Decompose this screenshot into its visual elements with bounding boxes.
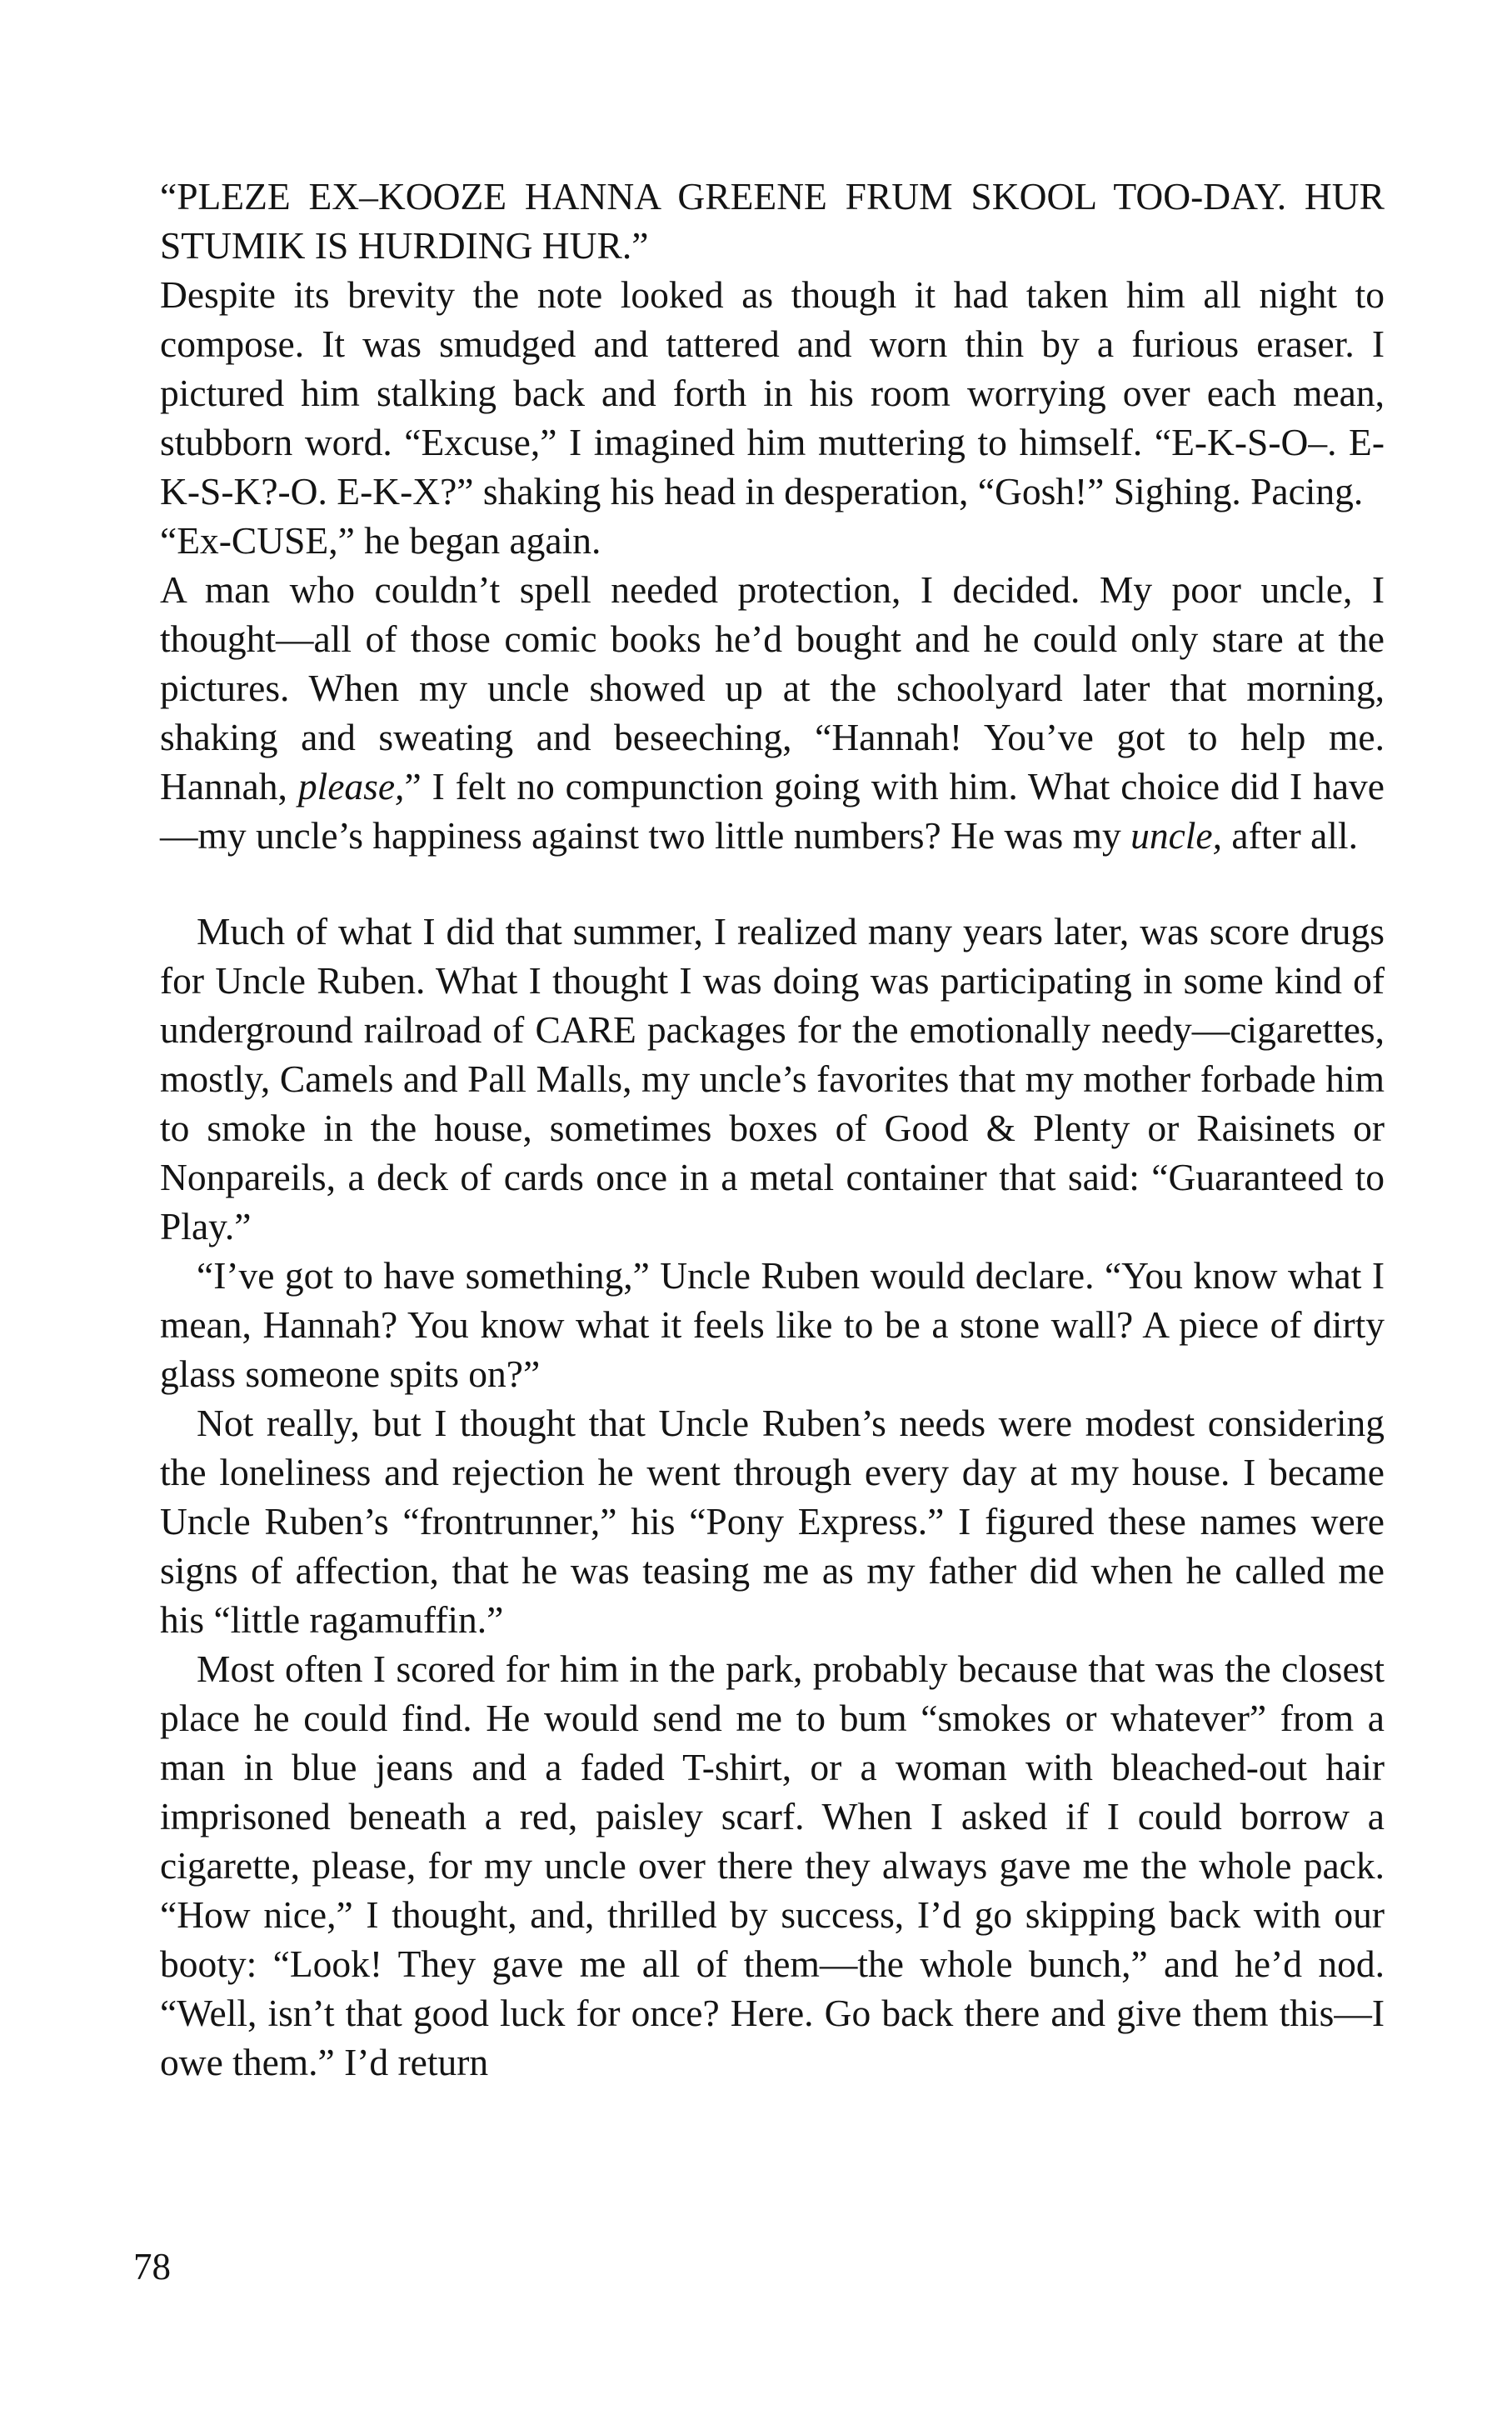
paragraph-got-to-have: “I’ve got to have something,” Uncle Ruben would declare. “You know what I mean, Hannah? You know what it feels like to be a stone wall? A piece of dirty glass someone spits on?”: [160, 1254, 1385, 1395]
page-number: 78: [133, 2246, 171, 2288]
text-run: ” I felt no compunction going with him. What choice did I have—my uncle’s happiness against two little numbers? He was my: [160, 765, 1385, 857]
paragraph-not-really: Not really, but I thought that Uncle Ruben’s needs were modest considering the loneliness and rejection he went through every day at my house. I became Uncle Ruben’s “frontrunner,” his “Pony Express.” I figured these names were signs of affection, that he was teasing me as my father did when he called me his “little ragamuffin.”: [160, 1402, 1385, 1641]
emphasis-please: please,: [297, 765, 405, 808]
paragraph-note: “PLEZE EX–KOOZE HANNA GREENE FRUM SKOOL TOO-DAY. HUR STUMIK IS HURDING HUR.”: [160, 175, 1385, 267]
paragraph-despite: Despite its brevity the note looked as though it had taken him all night to compose. It was smudged and tattered and worn thin by a furious eraser. I pictured him stalking back and forth in his room worrying over each mean, stubborn word. “Excuse,” I imagined him muttering to himself. “E-K-S-O–. E-K-S-K?-O. E-K-X?” shaking his head in desperation, “Gosh!” Sighing. Pacing.: [160, 273, 1385, 512]
paragraph-much-of-what: Much of what I did that summer, I realized many years later, was score drugs for Uncle Ruben. What I thought I was doing was participating in some kind of underground railroad of CARE packages for the emotionally needy—cigarettes, mostly, Camels and Pall Malls, my uncle’s favorites that my mother forbade him to smoke in the house, sometimes boxes of Good & Plenty or Raisinets or Nonpareils, a deck of cards once in a metal container that said: “Guaranteed to Play.”: [160, 910, 1385, 1248]
paragraph-man-who-couldnt-spell: [160, 565, 1385, 860]
section-break: [160, 860, 1385, 907]
text-run: after all.: [1222, 814, 1358, 857]
emphasis-uncle: uncle,: [1130, 814, 1223, 857]
text-run: A man who couldn’t spell needed protection, I decided. My poor uncle, I thought—all of those comic books he’d bought and he could only stare at the pictures. When my uncle showed up at the schoolyard later that morning, shaking and sweating and beseeching, “Hannah! You’ve got to help me. Hannah,: [160, 568, 1385, 808]
body-text: [160, 172, 1385, 2087]
paragraph-most-often: Most often I scored for him in the park, probably because that was the closest place he could find. He would send me to bum “smokes or whatever” from a man in blue jeans and a faded T-shirt, or a woman with bleached-out hair imprisoned beneath a red, paisley scarf. When I asked if I could borrow a cigarette, please, for my uncle over there they always gave me the whole pack. “How nice,” I thought, and, thrilled by success, I’d go skipping back with our booty: “Look! They gave me all of them—the whole bunch,” and he’d nod. “Well, isn’t that good luck for once? Here. Go back there and give them this—I owe them.” I’d return: [160, 1648, 1385, 2083]
paragraph-excuse: “Ex-CUSE,” he began again.: [160, 519, 601, 562]
